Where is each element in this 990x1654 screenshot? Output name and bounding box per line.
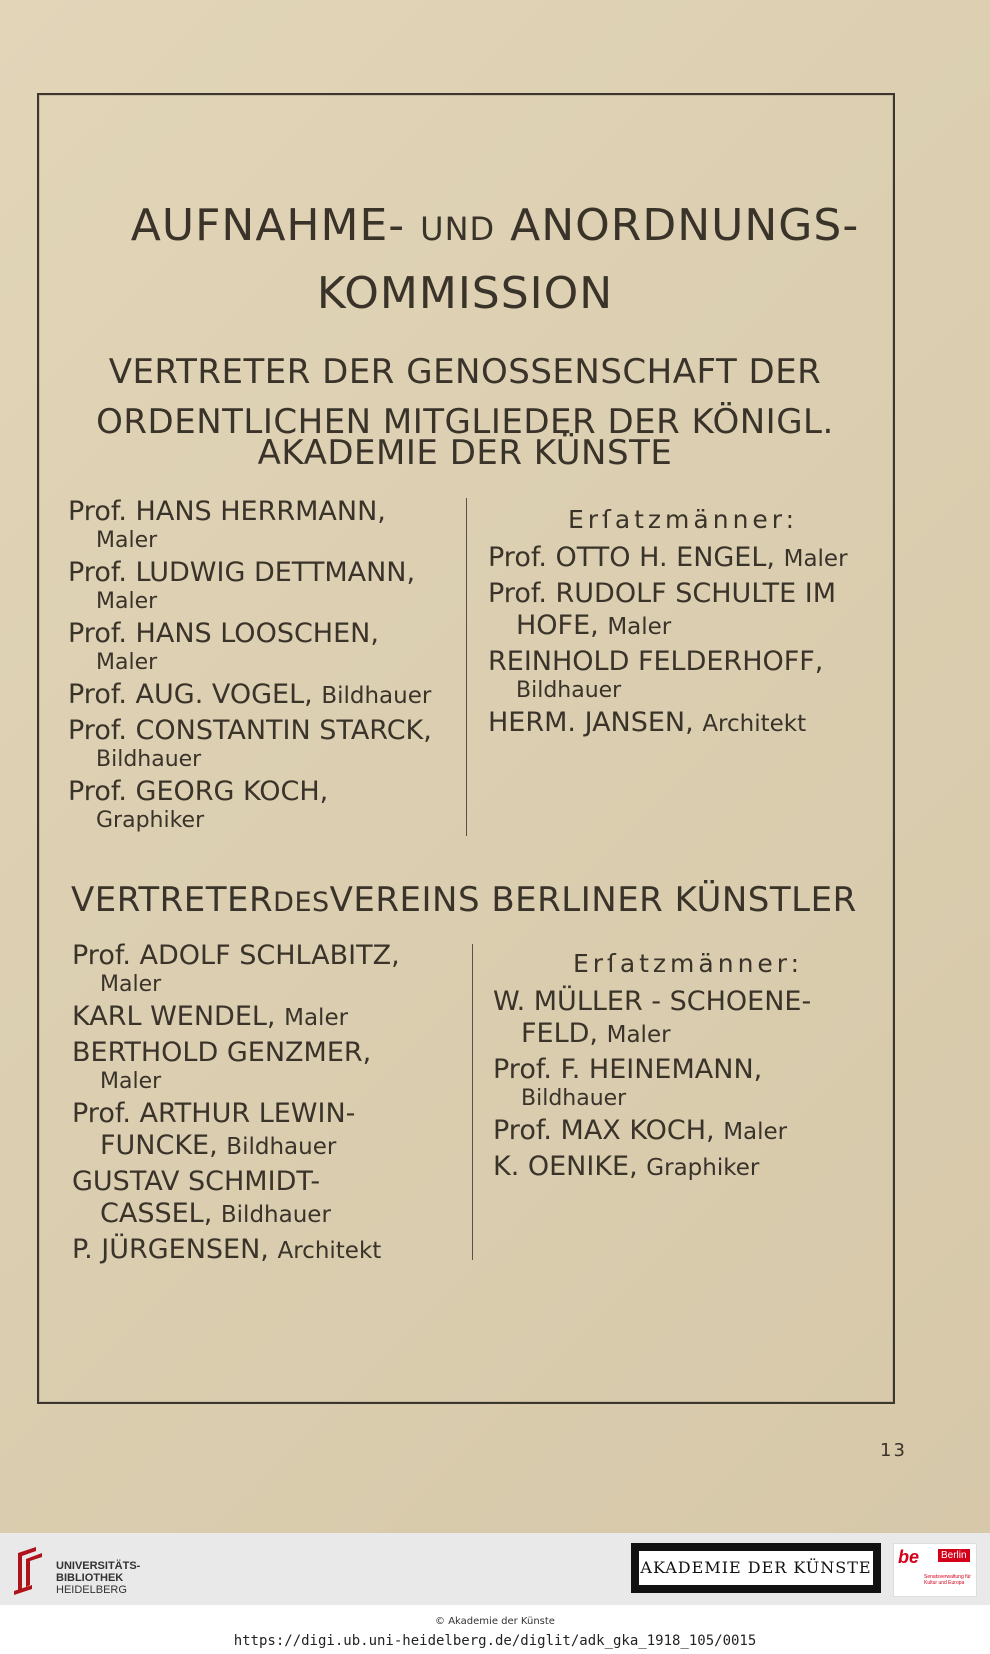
- member-entry: [72, 1037, 472, 1095]
- member-role: Maler: [100, 1069, 162, 1094]
- member-name: Prof. LUDWIG DETTMANN,: [68, 557, 416, 588]
- member-role: Architekt: [277, 1238, 382, 1264]
- substitute-name: K. OENIKE,: [493, 1151, 638, 1182]
- substitute-entry: [488, 646, 878, 704]
- ub-line-1: UNIVERSITÄTS-: [56, 1560, 141, 1572]
- member-name: BERTHOLD GENZMER,: [72, 1037, 372, 1068]
- substitutes-heading: Erſatzmänner:: [572, 949, 804, 978]
- member-name: Prof. HANS HERRMANN,: [68, 496, 386, 527]
- member-entry: [68, 557, 468, 615]
- substitute-name-cont: [488, 610, 878, 643]
- member-role: Maler: [96, 589, 158, 614]
- column-divider: [466, 498, 467, 836]
- member-name: Prof. GEORG KOCH,: [68, 776, 329, 807]
- berlin-tag: Berlin: [938, 1549, 970, 1562]
- substitute-name-inline: [493, 1151, 883, 1184]
- substitute-name-inline: [493, 1115, 883, 1148]
- title-part-1: AUFNAHME-: [130, 200, 406, 251]
- page-number: 13: [880, 1440, 907, 1461]
- section2-heading-des: DES: [273, 887, 330, 918]
- member-name: GUSTAV SCHMIDT-: [72, 1166, 321, 1197]
- substitute-role: Maler: [783, 546, 848, 572]
- member-entry: [68, 496, 468, 554]
- substitute-role: Bildhauer: [516, 678, 622, 703]
- column-divider: [472, 944, 473, 1260]
- substitute-name-inline: [488, 707, 878, 740]
- member-entry: [68, 715, 468, 773]
- substitute-name: W. MÜLLER - SCHOENE-: [493, 986, 812, 1017]
- substitute-role: Maler: [607, 614, 672, 640]
- member-entry: [72, 1166, 472, 1231]
- section1-heading-line-1: VERTRETER DER GENOSSENSCHAFT DER: [108, 352, 822, 392]
- logo-band: [0, 1533, 990, 1605]
- section2-members: [72, 940, 472, 1270]
- university-library-logo[interactable]: [12, 1545, 162, 1595]
- substitute-name-inline: [488, 542, 878, 575]
- title-und: UND: [420, 210, 496, 248]
- berlin-senate-logo[interactable]: [893, 1543, 977, 1597]
- member-name-cont: [72, 1198, 472, 1231]
- member-entry: [68, 618, 468, 676]
- section1-heading-line-2: ORDENTLICHEN MITGLIEDER DER KÖNIGL.: [96, 402, 834, 442]
- member-role: Maler: [96, 528, 158, 553]
- section1-substitutes: [488, 504, 878, 743]
- member-name-inline: [72, 1001, 472, 1034]
- member-name: Prof. AUG. VOGEL,: [68, 679, 313, 710]
- member-role: Bildhauer: [226, 1134, 337, 1160]
- substitute-name: Prof. OTTO H. ENGEL,: [488, 542, 775, 573]
- substitute-entry: [493, 986, 883, 1051]
- section2-heading: [15, 880, 915, 920]
- substitute-name: Prof. F. HEINEMANN,: [493, 1054, 763, 1085]
- akademie-logo-text: AKADEMIE DER KÜNSTE: [639, 1551, 873, 1585]
- substitute-name: Prof. RUDOLF SCHULTE IM: [488, 578, 837, 609]
- viewer-footer: [0, 1533, 990, 1654]
- substitute-name-2: HOFE,: [516, 610, 599, 641]
- section2-heading-part-2: VEREINS BERLINER KÜNSTLER: [329, 880, 857, 920]
- member-name-2: CASSEL,: [100, 1198, 213, 1229]
- member-name: Prof. ADOLF SCHLABITZ,: [72, 940, 400, 971]
- member-entry: [72, 1234, 472, 1267]
- title-part-2: ANORDNUNGS-: [510, 200, 860, 251]
- member-name: P. JÜRGENSEN,: [72, 1234, 269, 1265]
- ub-logo-text: [56, 1560, 140, 1596]
- substitutes-heading: Erſatzmänner:: [567, 505, 799, 534]
- substitute-role: Maler: [723, 1119, 788, 1145]
- member-name: Prof. CONSTANTIN STARCK,: [68, 715, 432, 746]
- substitute-entry: [488, 578, 878, 643]
- member-name: Prof. ARTHUR LEWIN-: [72, 1098, 356, 1129]
- page-title-line-2: KOMMISSION: [316, 268, 614, 319]
- page-title-line-1: [0, 200, 990, 251]
- member-role: Bildhauer: [96, 747, 202, 772]
- substitute-name-2: FELD,: [521, 1018, 599, 1049]
- member-role: Maler: [96, 650, 158, 675]
- akademie-logo[interactable]: [631, 1543, 881, 1593]
- member-role: Maler: [284, 1005, 349, 1031]
- member-entry: [68, 776, 468, 834]
- substitute-entry: [488, 707, 878, 740]
- section1-members: [68, 496, 468, 837]
- substitute-entry: [493, 1151, 883, 1184]
- member-name-inline: [68, 679, 468, 712]
- member-role: Bildhauer: [220, 1202, 331, 1228]
- member-entry: [72, 1098, 472, 1163]
- substitute-name: Prof. MAX KOCH,: [493, 1115, 715, 1146]
- ub-line-3: HEIDELBERG: [56, 1584, 127, 1596]
- member-name-inline: [72, 1234, 472, 1267]
- ub-line-2: BIBLIOTHEK: [56, 1572, 124, 1584]
- substitute-entry: [488, 542, 878, 575]
- berlin-senate-text: Senatsverwaltung für Kultur und Europa: [924, 1574, 971, 1586]
- ub-logo-icon: [12, 1545, 52, 1595]
- section2-substitutes: [493, 948, 883, 1187]
- member-role: Bildhauer: [321, 683, 432, 709]
- member-entry: [72, 1001, 472, 1034]
- substitute-role: Maler: [606, 1022, 671, 1048]
- member-name: KARL WENDEL,: [72, 1001, 276, 1032]
- permalink-url[interactable]: https://digi.ub.uni-heidelberg.de/diglit/adk_gka_1918_105/0015: [233, 1633, 757, 1649]
- member-name-cont: [72, 1130, 472, 1163]
- be-berlin-mark: be: [898, 1547, 920, 1567]
- section1-heading-line-3: AKADEMIE DER KÜNSTE: [257, 433, 673, 473]
- substitute-name: REINHOLD FELDERHOFF,: [488, 646, 824, 677]
- substitute-role: Bildhauer: [521, 1086, 627, 1111]
- member-name-2: FUNCKE,: [100, 1130, 218, 1161]
- member-name: Prof. HANS LOOSCHEN,: [68, 618, 379, 649]
- member-entry: [68, 679, 468, 712]
- substitute-role: Architekt: [702, 711, 807, 737]
- substitute-name: HERM. JANSEN,: [488, 707, 694, 738]
- substitute-entry: [493, 1115, 883, 1148]
- substitute-entry: [493, 1054, 883, 1112]
- section2-heading-part-1: VERTRETER: [71, 880, 274, 920]
- substitute-role: Graphiker: [646, 1155, 760, 1181]
- member-entry: [72, 940, 472, 998]
- member-role: Graphiker: [96, 808, 205, 833]
- substitute-name-cont: [493, 1018, 883, 1051]
- member-role: Maler: [100, 972, 162, 997]
- copyright-notice: © Akademie der Künste: [435, 1616, 555, 1627]
